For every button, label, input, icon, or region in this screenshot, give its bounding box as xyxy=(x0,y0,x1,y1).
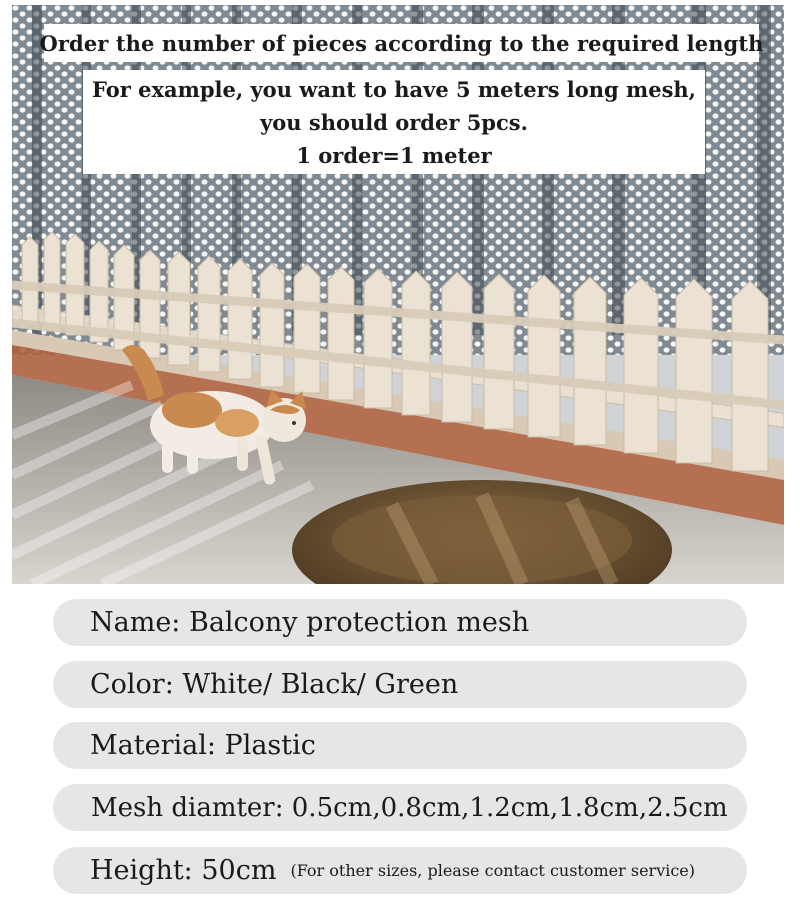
order-example-line-1: For example, you want to have 5 meters long mesh, xyxy=(91,76,696,102)
spec-color xyxy=(53,661,747,708)
spec-material-text: Material: Plastic xyxy=(90,730,316,761)
order-instruction-banner xyxy=(39,24,764,62)
spec-height-text: Height: 50cm xyxy=(90,855,277,886)
spec-height-note: (For other sizes, please contact customer service) xyxy=(290,861,696,880)
spec-material xyxy=(53,722,747,769)
order-example-line-2: you should order 5pcs. xyxy=(260,109,528,135)
spec-mesh-diameter xyxy=(53,784,747,831)
order-example-banner xyxy=(83,70,705,174)
order-instruction-text: Order the number of pieces according to the required length xyxy=(39,30,764,56)
spec-name-text: Name: Balcony protection mesh xyxy=(90,607,530,638)
spec-mesh-diameter-text: Mesh diamter: 0.5cm,0.8cm,1.2cm,1.8cm,2.5cm xyxy=(91,792,728,823)
spec-color-text: Color: White/ Black/ Green xyxy=(90,669,459,700)
spec-name xyxy=(53,599,747,646)
order-example-line-3: 1 order=1 meter xyxy=(296,142,492,168)
spec-height xyxy=(53,847,747,894)
